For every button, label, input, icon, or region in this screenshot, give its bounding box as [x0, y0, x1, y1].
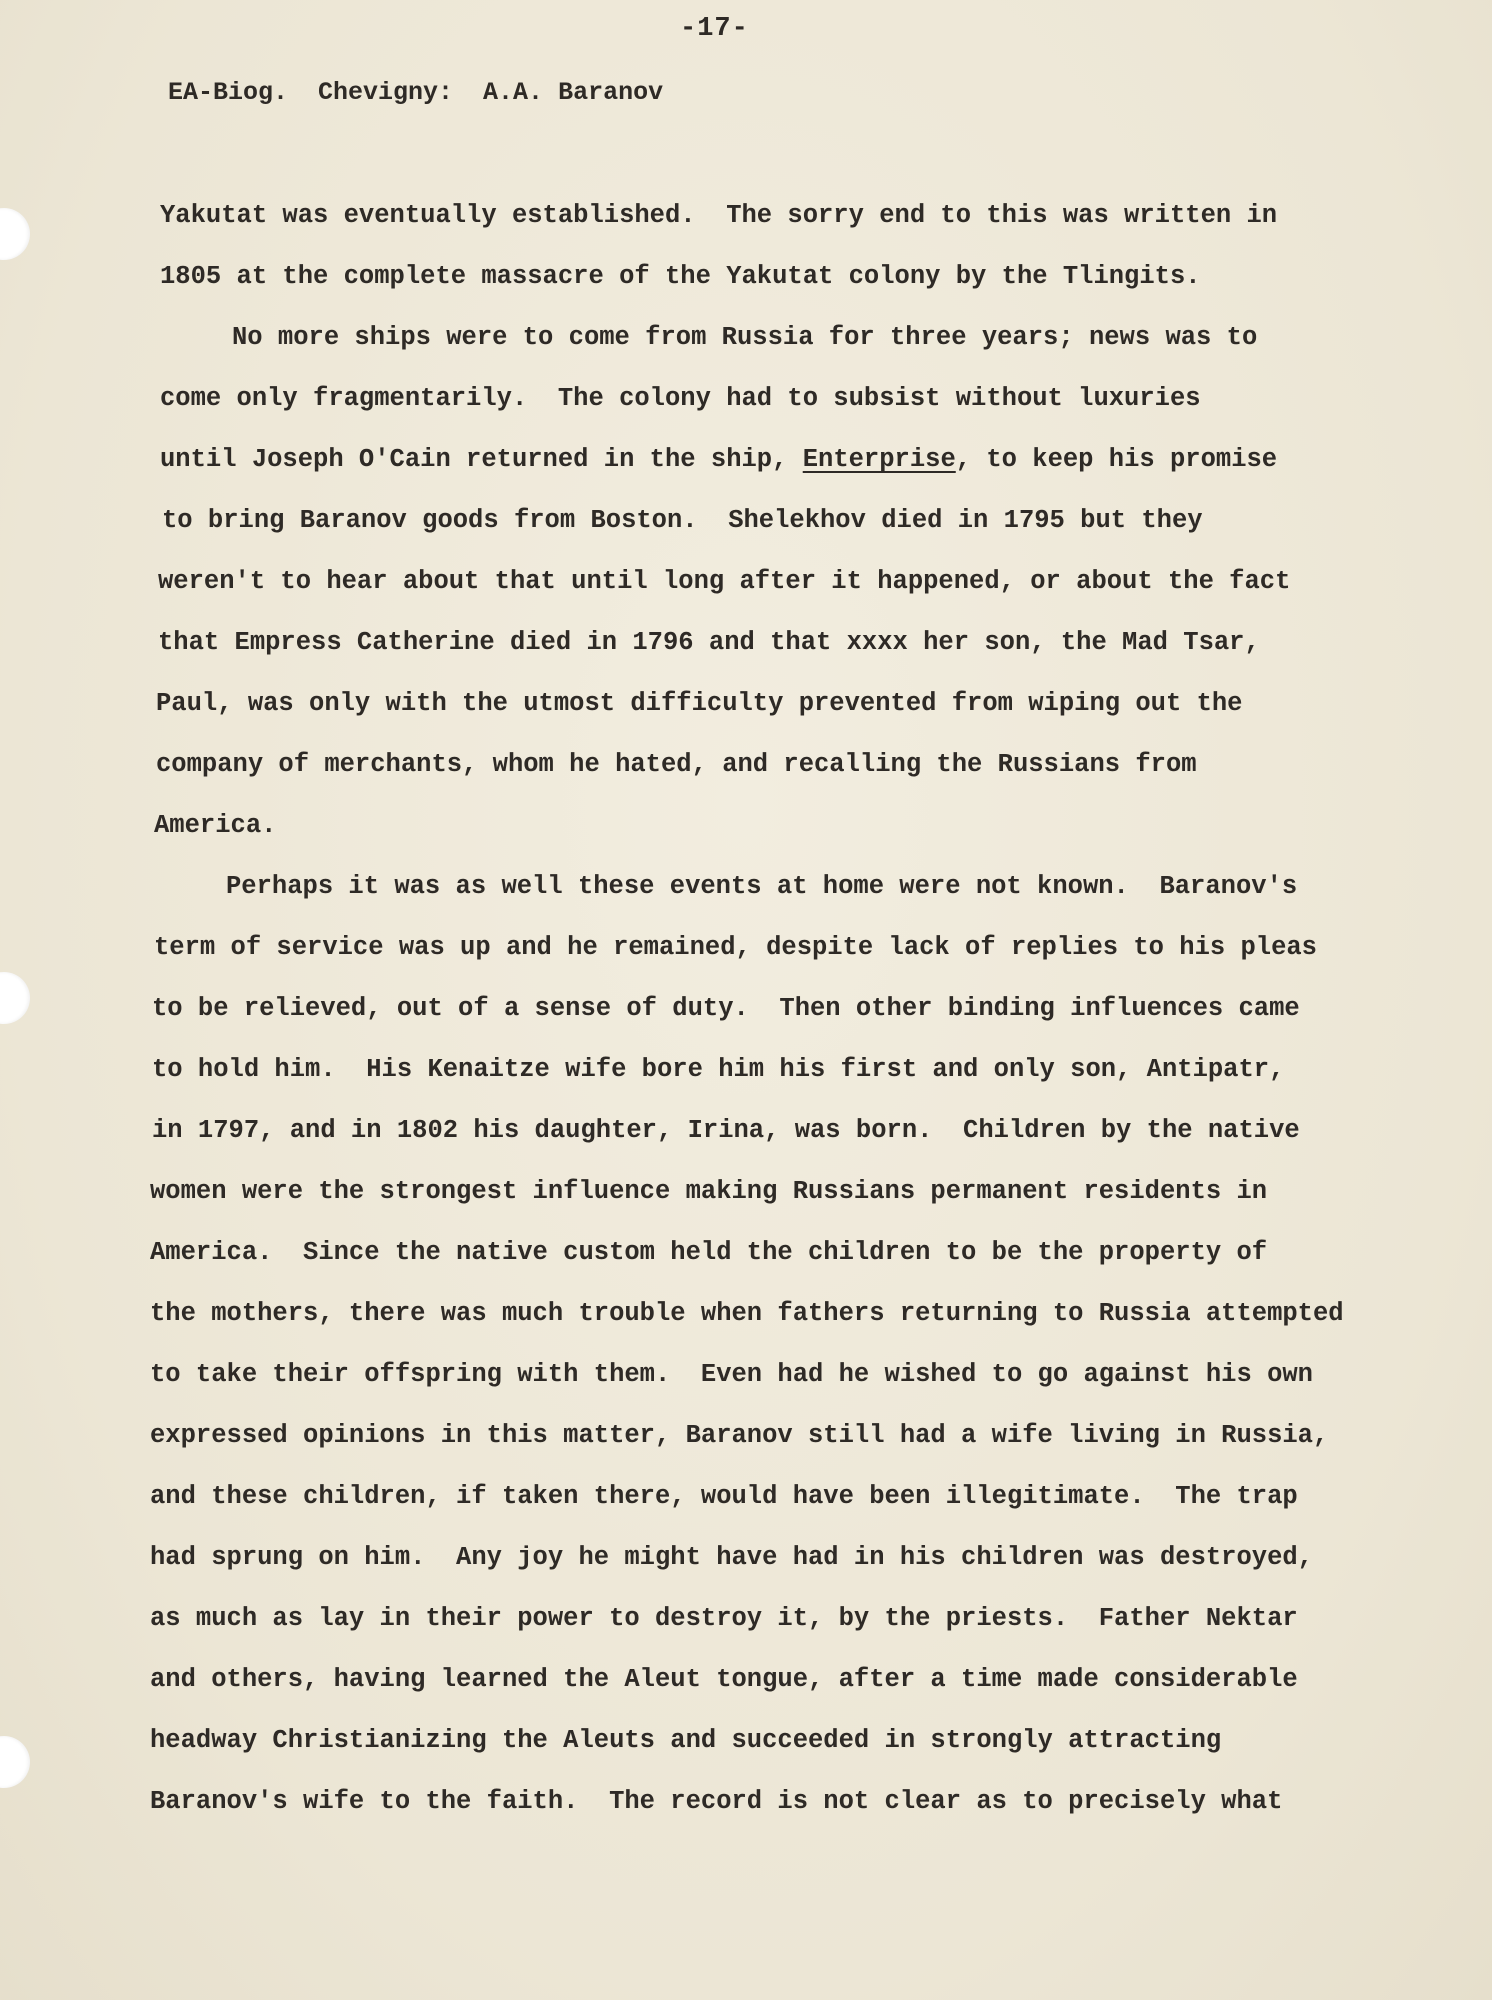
text-line: and others, having learned the Aleut tongue, after a time made considerable: [150, 1665, 1298, 1694]
text-line: term of service was up and he remained, despite lack of replies to his pleas: [154, 933, 1317, 962]
text-segment: until Joseph O'Cain returned in the ship,: [160, 445, 803, 474]
ship-name: Enterprise: [802, 445, 956, 474]
body-text: [150, 196, 1380, 1843]
text-line: company of merchants, whom he hated, and recalling the Russians from: [156, 750, 1197, 779]
text-line: 1805 at the complete massacre of the Yakutat colony by the Tlingits.: [160, 262, 1201, 291]
text-line: as much as lay in their power to destroy it, by the priests. Father Nektar: [150, 1604, 1298, 1633]
punch-hole: [0, 208, 30, 260]
text-line: Yakutat was eventually established. The sorry end to this was written in: [160, 201, 1278, 230]
page-number: -17-: [680, 14, 749, 44]
document-header: EA-Biog. Chevigny: A.A. Baranov: [168, 78, 664, 107]
text-line: Paul, was only with the utmost difficulty prevented from wiping out the: [156, 689, 1243, 718]
text-line: the mothers, there was much trouble when fathers returning to Russia attempted: [150, 1299, 1344, 1328]
text-line: headway Christianizing the Aleuts and succeeded in strongly attracting: [150, 1726, 1222, 1755]
text-line: to take their offspring with them. Even had he wished to go against his own: [150, 1360, 1313, 1389]
text-line: in 1797, and in 1802 his daughter, Irina, was born. Children by the native: [152, 1116, 1300, 1145]
text-line: Baranov's wife to the faith. The record is not clear as to precisely what: [150, 1787, 1283, 1816]
text-line: No more ships were to come from Russia for three years; news was to: [232, 323, 1258, 352]
text-segment: , to keep his promise: [955, 445, 1278, 474]
text-line: to bring Baranov goods from Boston. Shelekhov died in 1795 but they: [162, 506, 1203, 535]
text-line: to be relieved, out of a sense of duty. Then other binding influences came: [152, 994, 1300, 1023]
text-line: America. Since the native custom held the children to be the property of: [150, 1238, 1268, 1267]
punch-hole: [0, 972, 30, 1024]
text-line: weren't to hear about that until long after it happened, or about the fact: [158, 567, 1291, 596]
text-line: come only fragmentarily. The colony had to subsist without luxuries: [160, 384, 1201, 413]
text-line: Perhaps it was as well these events at home were not known. Baranov's: [226, 872, 1298, 901]
text-line: [150, 440, 1380, 501]
text-line: and these children, if taken there, would have been illegitimate. The trap: [150, 1482, 1298, 1511]
text-line: had sprung on him. Any joy he might have had in his children was destroyed,: [150, 1543, 1313, 1572]
text-line: that Empress Catherine died in 1796 and that xxxx her son, the Mad Tsar,: [158, 628, 1260, 657]
text-line: to hold him. His Kenaitze wife bore him his first and only son, Antipatr,: [152, 1055, 1285, 1084]
text-line: women were the strongest influence making Russians permanent residents in: [150, 1177, 1268, 1206]
text-line: America.: [154, 811, 277, 840]
text-line: expressed opinions in this matter, Baranov still had a wife living in Russia,: [150, 1421, 1329, 1450]
punch-hole: [0, 1736, 30, 1788]
